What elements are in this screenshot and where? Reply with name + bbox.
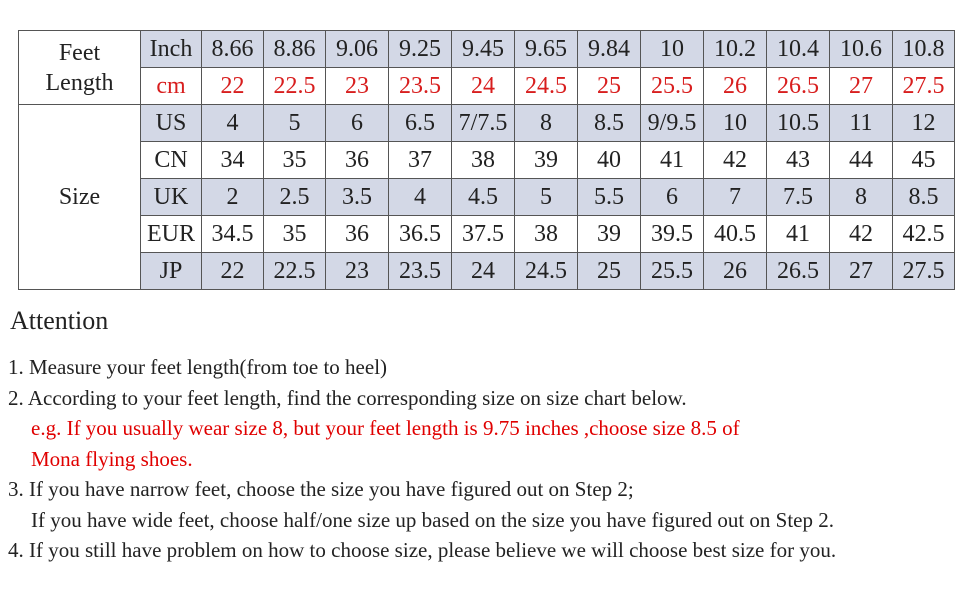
size-cell: 38 <box>452 142 515 179</box>
size-cell: 3.5 <box>326 179 389 216</box>
instruction-3-cont: If you have wide feet, choose half/one size up based on the size you have figured out on Step 2. <box>31 507 835 532</box>
size-cell: 9.45 <box>452 31 515 68</box>
unit-label: CN <box>141 142 202 179</box>
size-cell: 36 <box>326 216 389 253</box>
size-cell: 24.5 <box>515 253 578 290</box>
size-cell: 7.5 <box>767 179 830 216</box>
size-cell: 8.66 <box>202 31 264 68</box>
size-cell: 35 <box>264 142 326 179</box>
size-cell: 23.5 <box>389 253 452 290</box>
size-cell: 27 <box>830 68 893 105</box>
size-cell: 38 <box>515 216 578 253</box>
size-cell: 37 <box>389 142 452 179</box>
instructions-list <box>8 352 963 566</box>
size-cell: 6 <box>326 105 389 142</box>
size-cell: 10.6 <box>830 31 893 68</box>
size-cell: 22 <box>202 253 264 290</box>
instruction-2-example: e.g. If you usually wear size 8, but your feet length is 9.75 inches ,choose size 8.5 of <box>31 416 740 440</box>
size-cell: 39.5 <box>641 216 704 253</box>
size-cell: 25.5 <box>641 253 704 290</box>
size-row-us <box>19 105 955 142</box>
size-cell: 27 <box>830 253 893 290</box>
instruction-4: 4. If you still have problem on how to choose size, please believe we will choose best size for you. <box>8 538 837 562</box>
size-cell: 24 <box>452 253 515 290</box>
size-cell: 24 <box>452 68 515 105</box>
unit-label: UK <box>141 179 202 216</box>
size-cell: 42.5 <box>893 216 955 253</box>
size-cell: 10.4 <box>767 31 830 68</box>
size-cell: 27.5 <box>893 253 955 290</box>
size-cell: 37.5 <box>452 216 515 253</box>
instruction-1: 1. Measure your feet length(from toe to heel) <box>8 355 388 379</box>
instruction-2-example-cont: Mona flying shoes. <box>31 446 193 471</box>
size-row-uk <box>19 179 955 216</box>
size-cell: 22.5 <box>264 253 326 290</box>
size-cell: 26 <box>704 68 767 105</box>
size-cell: 9.06 <box>326 31 389 68</box>
size-cell: 8 <box>515 105 578 142</box>
size-cell: 26 <box>704 253 767 290</box>
size-cell: 39 <box>515 142 578 179</box>
feet-length-label-line2: Length <box>45 69 114 96</box>
size-cell: 7/7.5 <box>452 105 515 142</box>
size-cell: 9.65 <box>515 31 578 68</box>
size-cell: 10.2 <box>704 31 767 68</box>
size-cell: 41 <box>767 216 830 253</box>
size-cell: 40.5 <box>704 216 767 253</box>
size-cell: 9/9.5 <box>641 105 704 142</box>
size-cell: 10 <box>704 105 767 142</box>
instruction-3: 3. If you have narrow feet, choose the size you have figured out on Step 2; <box>8 477 634 501</box>
unit-label: EUR <box>141 216 202 253</box>
size-cell: 26.5 <box>767 253 830 290</box>
size-cell: 8.5 <box>893 179 955 216</box>
size-cell: 35 <box>264 216 326 253</box>
size-cell: 25 <box>578 68 641 105</box>
size-cell: 45 <box>893 142 955 179</box>
size-cell: 4 <box>389 179 452 216</box>
size-cell: 6.5 <box>389 105 452 142</box>
size-cell: 25 <box>578 253 641 290</box>
feet-length-label <box>19 31 141 105</box>
size-cell: 5 <box>515 179 578 216</box>
size-cell: 8.86 <box>264 31 326 68</box>
size-row-cm <box>19 68 955 105</box>
size-row-eur <box>19 216 955 253</box>
size-cell: 5 <box>264 105 326 142</box>
size-cell: 6 <box>641 179 704 216</box>
size-cell: 22.5 <box>264 68 326 105</box>
size-row-cn <box>19 142 955 179</box>
size-cell: 34.5 <box>202 216 264 253</box>
size-cell: 25.5 <box>641 68 704 105</box>
size-cell: 8 <box>830 179 893 216</box>
unit-label: JP <box>141 253 202 290</box>
size-cell: 11 <box>830 105 893 142</box>
size-cell: 10.5 <box>767 105 830 142</box>
size-cell: 36.5 <box>389 216 452 253</box>
unit-label: US <box>141 105 202 142</box>
size-cell: 27.5 <box>893 68 955 105</box>
size-cell: 4.5 <box>452 179 515 216</box>
size-cell: 26.5 <box>767 68 830 105</box>
size-cell: 23 <box>326 253 389 290</box>
size-cell: 43 <box>767 142 830 179</box>
size-cell: 34 <box>202 142 264 179</box>
size-cell: 44 <box>830 142 893 179</box>
unit-label: Inch <box>141 31 202 68</box>
size-cell: 2.5 <box>264 179 326 216</box>
size-cell: 9.25 <box>389 31 452 68</box>
size-chart-table <box>18 30 955 290</box>
size-cell: 23.5 <box>389 68 452 105</box>
size-cell: 42 <box>830 216 893 253</box>
size-cell: 10.8 <box>893 31 955 68</box>
size-cell: 4 <box>202 105 264 142</box>
size-cell: 40 <box>578 142 641 179</box>
size-cell: 8.5 <box>578 105 641 142</box>
feet-length-label-line1: Feet <box>58 39 101 66</box>
size-label: Size <box>19 105 141 290</box>
unit-label: cm <box>141 68 202 105</box>
size-cell: 5.5 <box>578 179 641 216</box>
size-cell: 24.5 <box>515 68 578 105</box>
size-cell: 41 <box>641 142 704 179</box>
instruction-2: 2. According to your feet length, find the corresponding size on size chart below. <box>8 385 687 410</box>
size-cell: 12 <box>893 105 955 142</box>
size-cell: 22 <box>202 68 264 105</box>
size-cell: 9.84 <box>578 31 641 68</box>
size-row-inch <box>19 31 955 68</box>
size-cell: 39 <box>578 216 641 253</box>
size-row-jp <box>19 253 955 290</box>
size-cell: 36 <box>326 142 389 179</box>
size-cell: 10 <box>641 31 704 68</box>
size-cell: 7 <box>704 179 767 216</box>
size-cell: 2 <box>202 179 264 216</box>
size-cell: 42 <box>704 142 767 179</box>
size-cell: 23 <box>326 68 389 105</box>
attention-heading: Attention <box>10 306 109 335</box>
